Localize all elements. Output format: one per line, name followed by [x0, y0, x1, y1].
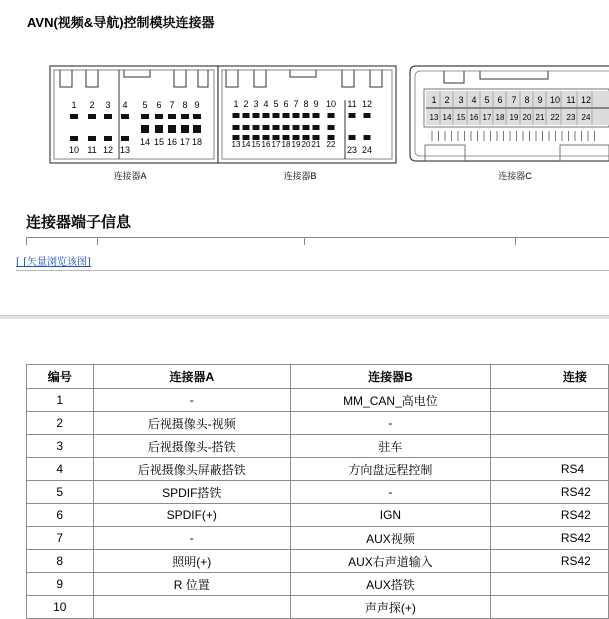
pin-number: 4	[471, 95, 477, 105]
cell-number: 1	[27, 389, 94, 412]
pin-number: 21	[535, 113, 545, 122]
pin-terminal	[303, 113, 310, 118]
pin-number: 5	[273, 99, 279, 109]
cell-connector-a: SPDIF搭铁	[93, 481, 290, 504]
header-number: 编号	[27, 365, 94, 389]
cell-connector-a: SPDIF(+)	[93, 504, 290, 527]
pin-terminal	[193, 114, 201, 119]
pin-number: 1	[431, 95, 437, 105]
pin-number: 12	[580, 95, 592, 105]
pin-number: 8	[524, 95, 530, 105]
pin-number: 2	[444, 95, 450, 105]
cell-connector-a: 照明(+)	[93, 550, 290, 573]
pin-number: 10	[549, 95, 561, 105]
page-separator	[0, 315, 609, 319]
pin-number: 13	[119, 145, 131, 155]
cell-connector-a: 后视摄像头-视频	[93, 412, 290, 435]
cell-connector-a: -	[93, 389, 290, 412]
pin-number: 20	[301, 140, 311, 149]
table-header-row	[27, 365, 609, 389]
table-stub-tick	[97, 237, 98, 245]
table-row	[27, 435, 609, 458]
header-connector-b: 连接器B	[291, 365, 491, 389]
pin-terminal	[253, 125, 260, 130]
cell-connector-c: RS42	[490, 527, 608, 550]
cell-connector-c: RS42	[490, 504, 608, 527]
cell-number: 6	[27, 504, 94, 527]
pin-terminal	[364, 113, 371, 118]
connector-diagram	[0, 55, 609, 190]
pin-terminal	[253, 113, 260, 118]
pin-terminal	[283, 113, 290, 118]
pin-terminal	[364, 135, 371, 140]
cell-connector-a: -	[93, 527, 290, 550]
pin-number: 15	[456, 113, 466, 122]
foot	[425, 145, 465, 161]
cell-connector-c	[490, 435, 608, 458]
pin-terminal	[273, 113, 280, 118]
pin-number: 12	[102, 145, 114, 155]
header-connector-a: 连接器A	[93, 365, 290, 389]
pin-number: 1	[233, 99, 239, 109]
pin-terminal	[104, 114, 112, 119]
document-title: AVN(视频&导航)控制模块连接器	[27, 15, 215, 30]
pin-terminal	[141, 114, 149, 119]
cell-number: 9	[27, 573, 94, 596]
pin-terminal	[243, 113, 250, 118]
pin-terminal	[168, 114, 176, 119]
pin-number: 7	[169, 100, 175, 110]
cell-connector-a: R 位置	[93, 573, 290, 596]
connector-c	[410, 66, 609, 181]
pin-terminal	[155, 114, 163, 119]
pin-number: 6	[497, 95, 503, 105]
pin-number: 4	[122, 100, 128, 110]
table-row	[27, 412, 609, 435]
cell-number: 3	[27, 435, 94, 458]
cell-connector-c	[490, 412, 608, 435]
pin-number: 19	[291, 140, 301, 149]
pin-number: 3	[458, 95, 464, 105]
pin-terminal	[141, 128, 149, 133]
cell-connector-b: -	[291, 481, 491, 504]
cell-connector-b: MM_CAN_高电位	[291, 389, 491, 412]
pin-number: 18	[281, 140, 291, 149]
pin-number: 22	[550, 113, 560, 122]
cell-number: 7	[27, 527, 94, 550]
pin-number: 9	[537, 95, 543, 105]
pin-terminal	[155, 128, 163, 133]
pin-number: 23	[346, 145, 358, 155]
table-stub-tick	[26, 237, 27, 245]
pin-terminal	[181, 114, 189, 119]
table-row	[27, 550, 609, 573]
pin-number: 2	[89, 100, 95, 110]
pin-number: 14	[241, 140, 251, 149]
connector-c-label: 连接器C	[498, 171, 532, 181]
header-connector-c: 连接	[490, 365, 608, 389]
pin-number: 10	[68, 145, 80, 155]
pin-number: 2	[243, 99, 249, 109]
pin-number: 13	[231, 140, 241, 149]
pin-number: 10	[325, 99, 337, 109]
cell-connector-a	[93, 596, 290, 619]
pin-terminal	[233, 125, 240, 130]
pin-number: 12	[361, 99, 373, 109]
pin-number: 19	[509, 113, 519, 122]
divider	[16, 270, 609, 271]
pin-number: 24	[361, 145, 373, 155]
pin-terminal	[121, 136, 129, 141]
table-row	[27, 458, 609, 481]
table-stub-tick	[304, 237, 305, 245]
pin-terminal	[283, 125, 290, 130]
connector-a-label: 连接器A	[113, 171, 147, 181]
cell-connector-b: 声声探(+)	[291, 596, 491, 619]
terminal-comb	[432, 131, 595, 141]
pin-number: 17	[179, 137, 191, 147]
pin-number: 16	[166, 137, 178, 147]
connector-b	[218, 66, 396, 181]
connector-b-label: 连接器B	[283, 171, 317, 181]
pin-terminal	[313, 113, 320, 118]
pin-terminal	[104, 136, 112, 141]
pin-terminal	[243, 125, 250, 130]
pin-number: 9	[313, 99, 319, 109]
pin-terminal	[233, 113, 240, 118]
pin-number: 13	[429, 113, 439, 122]
section-heading: 连接器端子信息	[26, 214, 132, 231]
vector-view-link[interactable]: [ [矢量浏览该图]	[16, 257, 91, 268]
cell-connector-c: RS42	[490, 481, 608, 504]
latch	[444, 71, 464, 83]
pin-number: 21	[311, 140, 321, 149]
pin-number: 11	[566, 95, 576, 105]
pin-terminal	[193, 128, 201, 133]
cell-connector-c: RS42	[490, 550, 608, 573]
cell-connector-b: 方向盘远程控制	[291, 458, 491, 481]
cell-connector-b: AUX视频	[291, 527, 491, 550]
table-row	[27, 389, 609, 412]
foot	[560, 145, 609, 161]
pin-number: 16	[261, 140, 271, 149]
pin-number: 3	[105, 100, 111, 110]
pin-terminal	[121, 114, 129, 119]
table-row	[27, 504, 609, 527]
cell-connector-b: AUX右声道输入	[291, 550, 491, 573]
pin-terminal	[349, 135, 356, 140]
cell-number: 4	[27, 458, 94, 481]
pin-number: 22	[326, 140, 336, 149]
table-row	[27, 596, 609, 619]
table-stub-tick	[515, 237, 516, 245]
pin-number: 23	[566, 113, 576, 122]
pin-terminal	[88, 114, 96, 119]
pin-number: 7	[511, 95, 517, 105]
cell-number: 5	[27, 481, 94, 504]
table-stub-border	[26, 237, 609, 238]
pin-number: 17	[271, 140, 281, 149]
pin-terminal	[349, 113, 356, 118]
pin-terminal	[168, 128, 176, 133]
pin-terminal	[70, 114, 78, 119]
cell-connector-b: -	[291, 412, 491, 435]
pin-terminal	[181, 128, 189, 133]
pin-number: 17	[482, 113, 492, 122]
cell-connector-c	[490, 389, 608, 412]
pin-number: 15	[153, 137, 165, 147]
pin-number: 6	[156, 100, 162, 110]
pin-terminal	[70, 136, 78, 141]
pin-number: 7	[293, 99, 299, 109]
pin-terminal	[263, 113, 270, 118]
pin-number: 20	[522, 113, 532, 122]
cell-connector-c	[490, 596, 608, 619]
table-row	[27, 527, 609, 550]
pin-terminal	[313, 125, 320, 130]
pin-number: 4	[263, 99, 269, 109]
cell-connector-b: IGN	[291, 504, 491, 527]
table-row	[27, 573, 609, 596]
pin-number: 8	[182, 100, 188, 110]
pin-number: 3	[253, 99, 259, 109]
pin-terminal	[303, 125, 310, 130]
cell-number: 10	[27, 596, 94, 619]
pin-terminal	[273, 125, 280, 130]
pin-number: 5	[142, 100, 148, 110]
pin-terminal	[328, 125, 335, 130]
pin-number: 16	[469, 113, 479, 122]
cell-connector-b: 驻车	[291, 435, 491, 458]
cell-connector-b: AUX搭铁	[291, 573, 491, 596]
cell-number: 8	[27, 550, 94, 573]
pin-number: 11	[347, 99, 357, 109]
pin-number: 24	[581, 113, 591, 122]
connector-a	[50, 66, 218, 181]
pin-terminal	[293, 125, 300, 130]
cell-connector-a: 后视摄像头-搭铁	[93, 435, 290, 458]
pin-number: 1	[71, 100, 77, 110]
pin-terminal	[293, 113, 300, 118]
pin-number: 11	[87, 145, 97, 155]
connector-pin-table	[26, 364, 609, 619]
pin-number: 9	[194, 100, 200, 110]
cell-connector-a: 后视摄像头屏蔽搭铁	[93, 458, 290, 481]
pin-number: 6	[283, 99, 289, 109]
pin-terminal	[263, 125, 270, 130]
pin-number: 5	[484, 95, 490, 105]
pin-number: 8	[303, 99, 309, 109]
key-slot	[480, 71, 548, 79]
cell-connector-c	[490, 573, 608, 596]
pin-number: 15	[251, 140, 261, 149]
pin-terminal	[328, 113, 335, 118]
pin-number: 14	[139, 137, 151, 147]
cell-number: 2	[27, 412, 94, 435]
table-row	[27, 481, 609, 504]
pin-number: 14	[442, 113, 452, 122]
pin-number: 18	[495, 113, 505, 122]
pin-terminal	[88, 136, 96, 141]
cell-connector-c: RS4	[490, 458, 608, 481]
pin-number: 18	[191, 137, 203, 147]
